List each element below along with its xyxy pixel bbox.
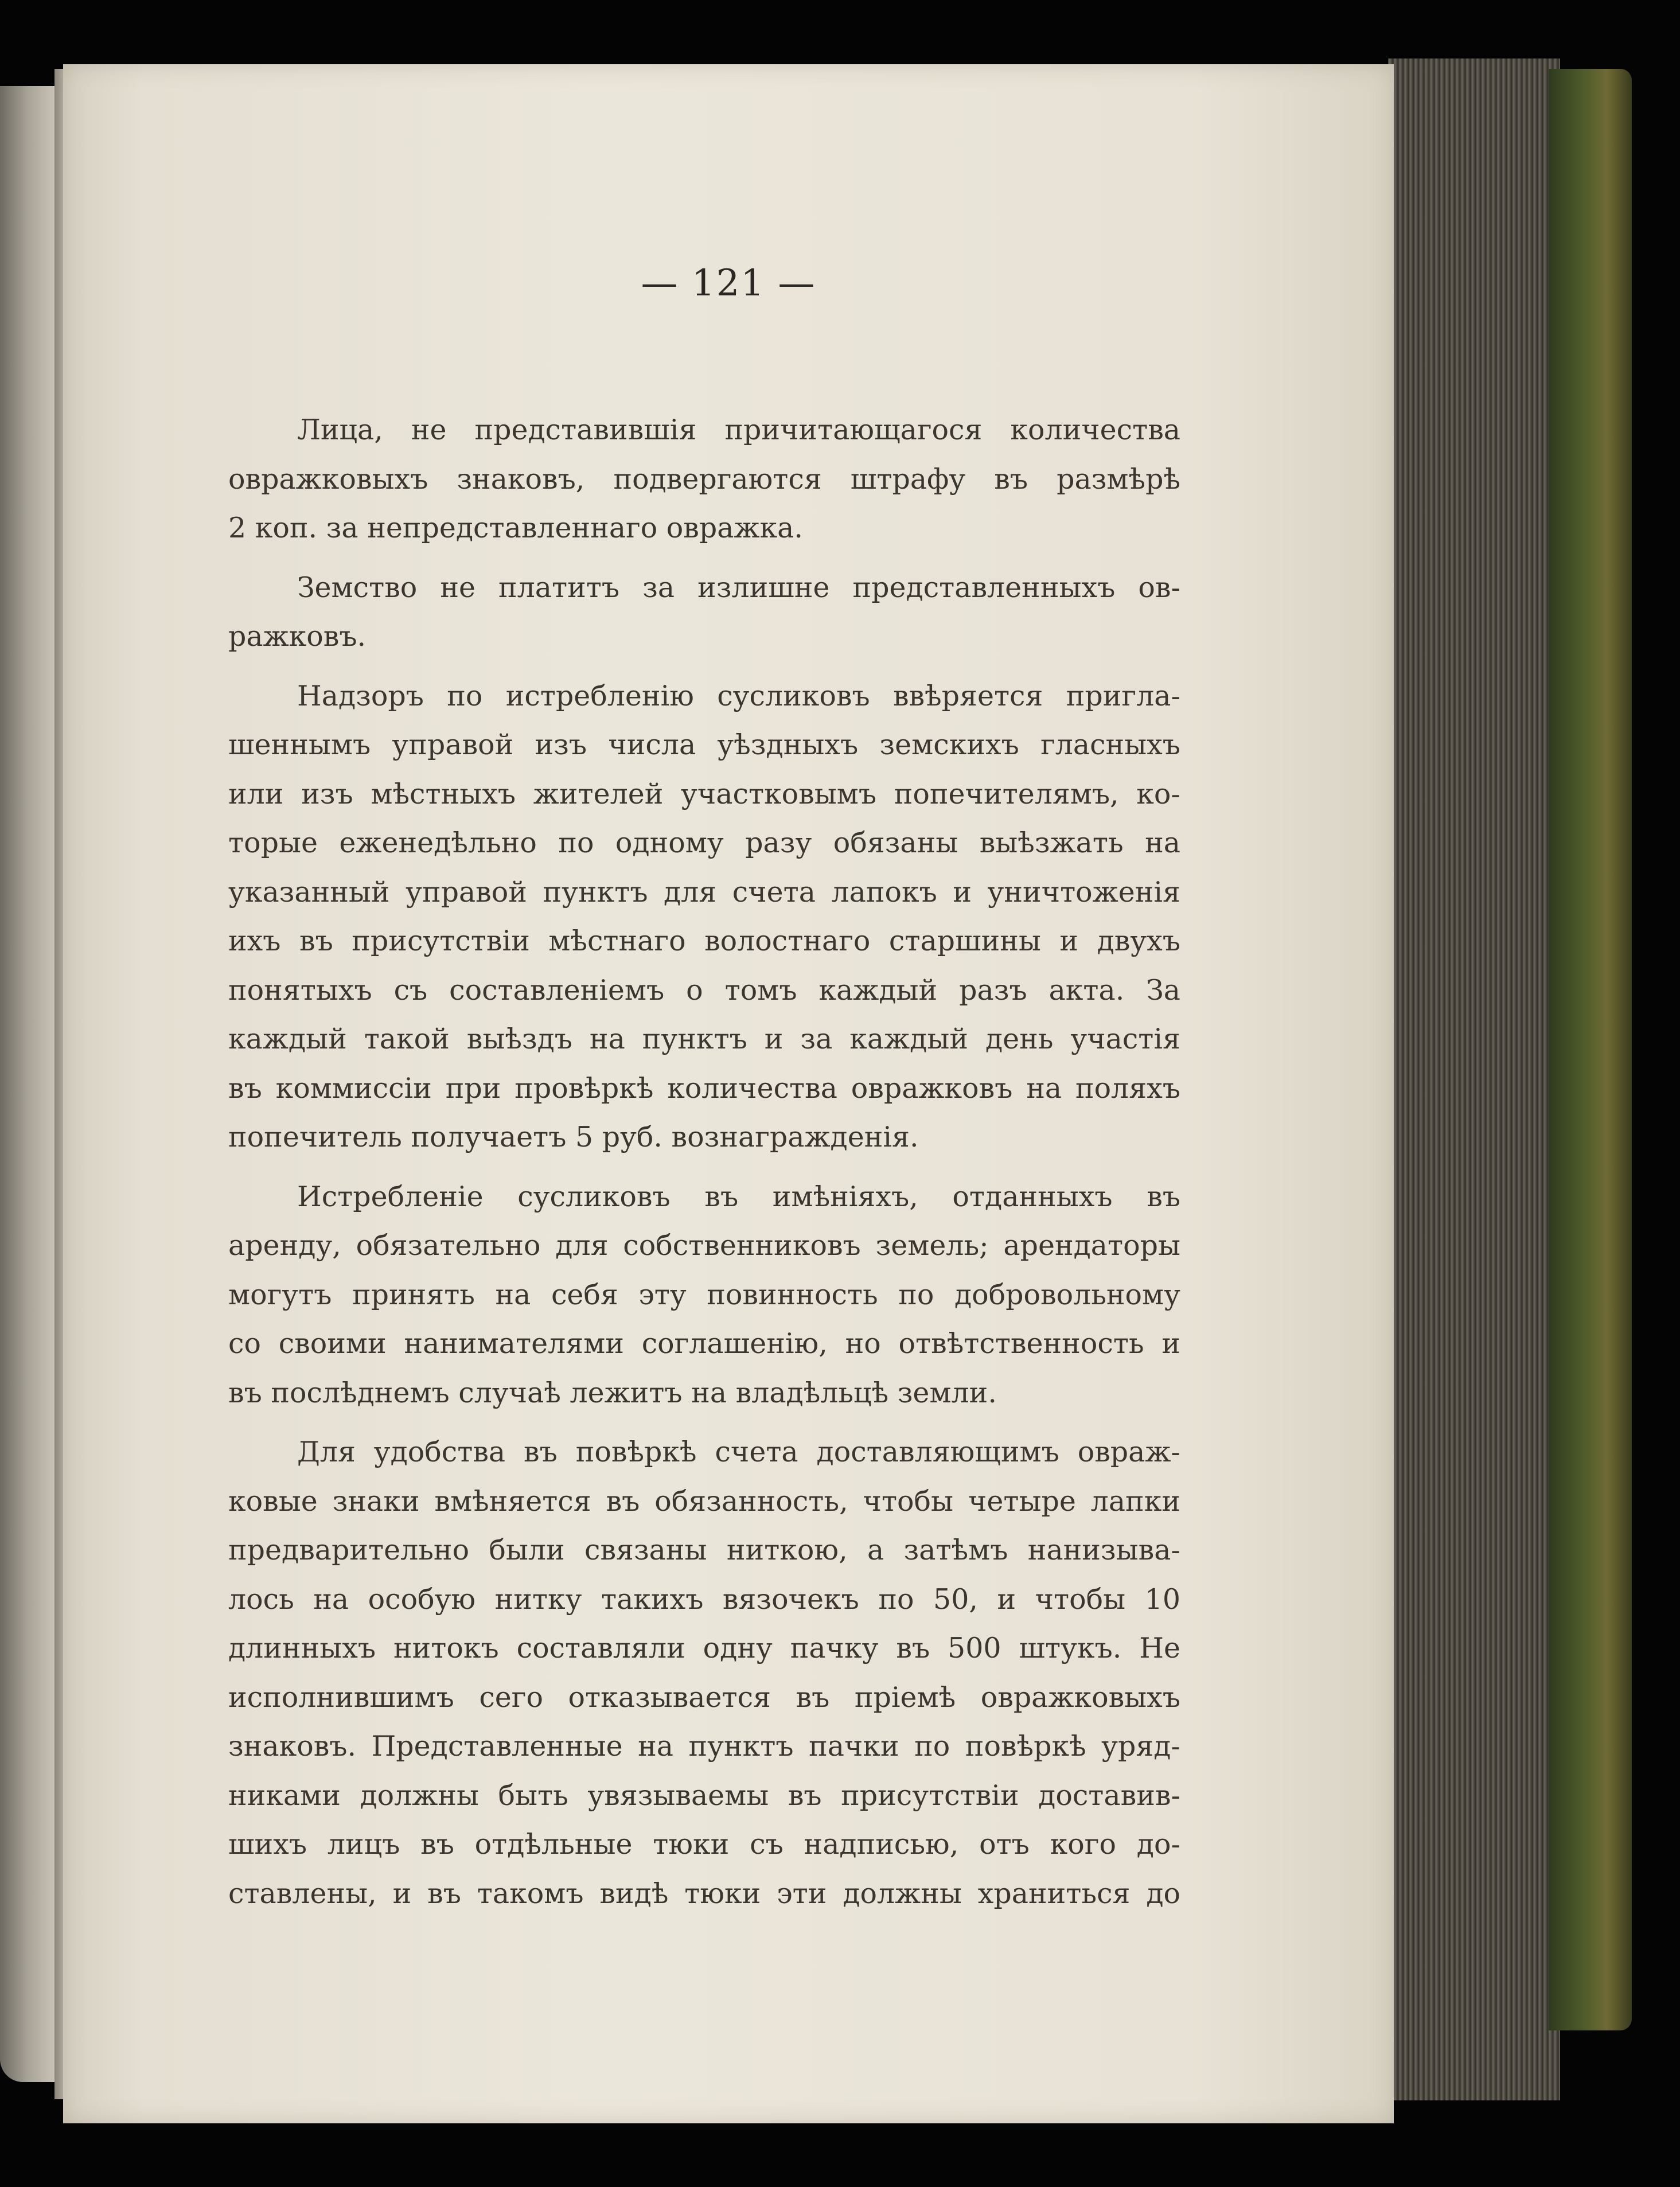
text-line: Надзоръ по истребленію сусликовъ ввѣряется пригла- — [297, 679, 1180, 712]
text-body — [228, 406, 1180, 1928]
text-line: каждый такой выѣздъ на пунктъ и за каждый день участія — [228, 1023, 1180, 1055]
text-line: 2 коп. за непредставленнаго овражка. — [228, 512, 803, 544]
paragraph — [228, 1172, 1180, 1418]
text-line: длинныхъ нитокъ составляли одну пачку въ 500 штукъ. Не — [228, 1632, 1180, 1664]
text-line: попечитель получаетъ 5 руб. вознагражденія. — [228, 1121, 919, 1153]
text-line: торые еженедѣльно по одному разу обязаны выѣзжать на — [228, 827, 1180, 859]
text-line: въ коммиссіи при провѣркѣ количества овражковъ на поляхъ — [228, 1071, 1180, 1105]
paragraph — [228, 1428, 1180, 1918]
paragraph — [228, 406, 1180, 553]
text-line: исполнившимъ сего отказывается въ пріемѣ овражковыхъ — [228, 1681, 1180, 1714]
text-line: ихъ въ присутствіи мѣстнаго волостнаго старшины и двухъ — [228, 925, 1180, 957]
text-line: Истребленіе сусликовъ въ имѣніяхъ, отданныхъ въ — [297, 1180, 1180, 1213]
text-line: или изъ мѣстныхъ жителей участковымъ попечителямъ, ко- — [228, 777, 1180, 810]
book-page — [63, 64, 1394, 2123]
book-cover-edge — [1549, 69, 1632, 2030]
text-line: ставлены, и въ такомъ видѣ тюки эти должны храниться до — [228, 1877, 1180, 1910]
text-line: шеннымъ управой изъ числа уѣздныхъ земскихъ гласныхъ — [228, 728, 1180, 761]
text-line: ковые знаки вмѣняется въ обязанность, чтобы четыре лапки — [228, 1484, 1180, 1518]
text-line: ражковъ. — [228, 620, 367, 653]
paragraph — [228, 672, 1180, 1162]
text-line: предварительно были связаны ниткою, а затѣмъ нанизыва- — [228, 1534, 1180, 1566]
text-line: Лица, не представившія причитающагося количества — [297, 414, 1180, 446]
text-line: могутъ принять на себя эту повинность по добровольному — [228, 1278, 1180, 1311]
page-number: — 121 — — [641, 262, 816, 305]
page-stack-edge — [1388, 59, 1560, 2100]
text-line: аренду, обязательно для собственниковъ земель; арендаторы — [228, 1229, 1180, 1262]
text-line: въ послѣднемъ случаѣ лежитъ на владѣльцѣ земли. — [228, 1376, 997, 1409]
text-line: со своими нанимателями соглашенію, но отвѣтственность и — [228, 1327, 1180, 1360]
paragraph — [228, 563, 1180, 661]
text-line: знаковъ. Представленные на пунктъ пачки по повѣркѣ уряд- — [228, 1730, 1180, 1763]
text-line: понятыхъ съ составленіемъ о томъ каждый разъ акта. За — [228, 973, 1180, 1007]
text-line: шихъ лицъ въ отдѣльные тюки съ надписью, отъ кого до- — [228, 1828, 1180, 1861]
text-line: лось на особую нитку такихъ вязочекъ по 50, и чтобы 10 — [228, 1582, 1180, 1616]
text-line: никами должны быть увязываемы въ присутствіи доставив- — [228, 1779, 1180, 1812]
text-line: Для удобства въ повѣркѣ счета доставляющимъ овраж- — [297, 1436, 1180, 1468]
text-line: Земство не платитъ за излишне представленныхъ ов- — [297, 571, 1180, 604]
left-page-edge — [0, 86, 63, 2082]
text-line: овражковыхъ знаковъ, подвергаются штрафу въ размѣрѣ — [228, 462, 1180, 496]
text-line: указанный управой пунктъ для счета лапокъ и уничтоженія — [228, 875, 1180, 909]
